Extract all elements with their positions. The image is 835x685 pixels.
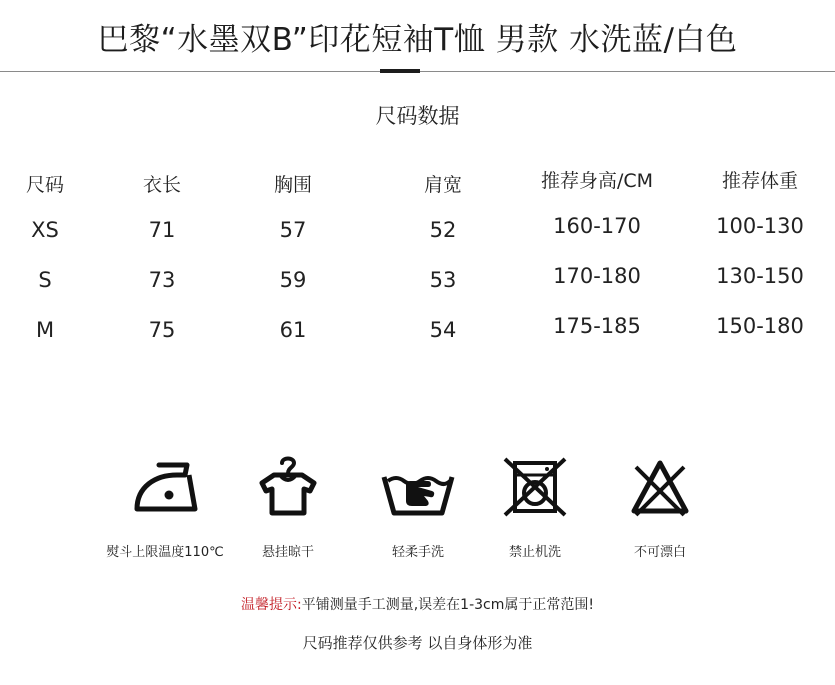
table-cell-shoulder: 54 <box>429 318 457 342</box>
table-cell-shoulder: 52 <box>429 218 457 242</box>
title-divider-accent <box>380 69 420 73</box>
table-cell-size: XS <box>31 218 59 242</box>
table-cell-height: 160-170 <box>553 214 641 238</box>
table-cell-chest: 61 <box>279 318 307 342</box>
product-title: 巴黎“水墨双B”印花短袖T恤 男款 水洗蓝/白色 <box>97 22 738 58</box>
table-cell-weight: 100-130 <box>716 214 804 238</box>
column-header-height: 推荐身高/CM <box>540 170 654 192</box>
care-label: 熨斗上限温度110℃ <box>106 545 224 560</box>
care-item-iron <box>105 455 225 560</box>
table-cell-height: 170-180 <box>553 264 641 288</box>
table-cell-weight: 150-180 <box>716 314 804 338</box>
care-label: 禁止机洗 <box>508 545 561 560</box>
hand-wash-icon <box>378 455 458 519</box>
no-bleach-icon <box>620 455 700 519</box>
table-cell-length: 75 <box>148 318 176 342</box>
no-machine-wash-icon <box>495 455 575 519</box>
table-cell-chest: 59 <box>279 268 307 292</box>
table-cell-size: M <box>35 318 55 342</box>
care-item-no-bleach <box>600 455 720 560</box>
care-label: 轻柔手洗 <box>391 545 444 560</box>
iron-icon <box>125 455 205 519</box>
column-header-length: 衣长 <box>142 174 181 196</box>
hang-dry-icon <box>248 455 328 519</box>
column-header-size: 尺码 <box>25 174 64 196</box>
note-prefix: 温馨提示: <box>241 597 302 613</box>
column-header-weight: 推荐体重 <box>721 170 798 192</box>
column-header-shoulder: 肩宽 <box>423 174 462 196</box>
section-title: 尺码数据 <box>375 104 460 128</box>
care-item-hand-wash <box>358 455 478 560</box>
table-cell-chest: 57 <box>279 218 307 242</box>
table-cell-weight: 130-150 <box>716 264 804 288</box>
care-item-no-machine-wash <box>475 455 595 560</box>
care-item-hang-dry <box>228 455 348 560</box>
table-cell-height: 175-185 <box>553 314 641 338</box>
table-cell-length: 73 <box>148 268 176 292</box>
care-label: 不可漂白 <box>633 545 686 560</box>
table-cell-shoulder: 53 <box>429 268 457 292</box>
care-label: 悬挂晾干 <box>261 545 314 560</box>
table-cell-size: S <box>38 268 52 292</box>
column-header-chest: 胸围 <box>273 174 312 196</box>
measurement-note <box>0 594 835 614</box>
size-recommendation-note: 尺码推荐仅供参考 以自身体形为准 <box>302 634 533 652</box>
note-text: 平铺测量手工测量,误差在1-3cm属于正常范围! <box>301 597 594 613</box>
table-cell-length: 71 <box>148 218 176 242</box>
